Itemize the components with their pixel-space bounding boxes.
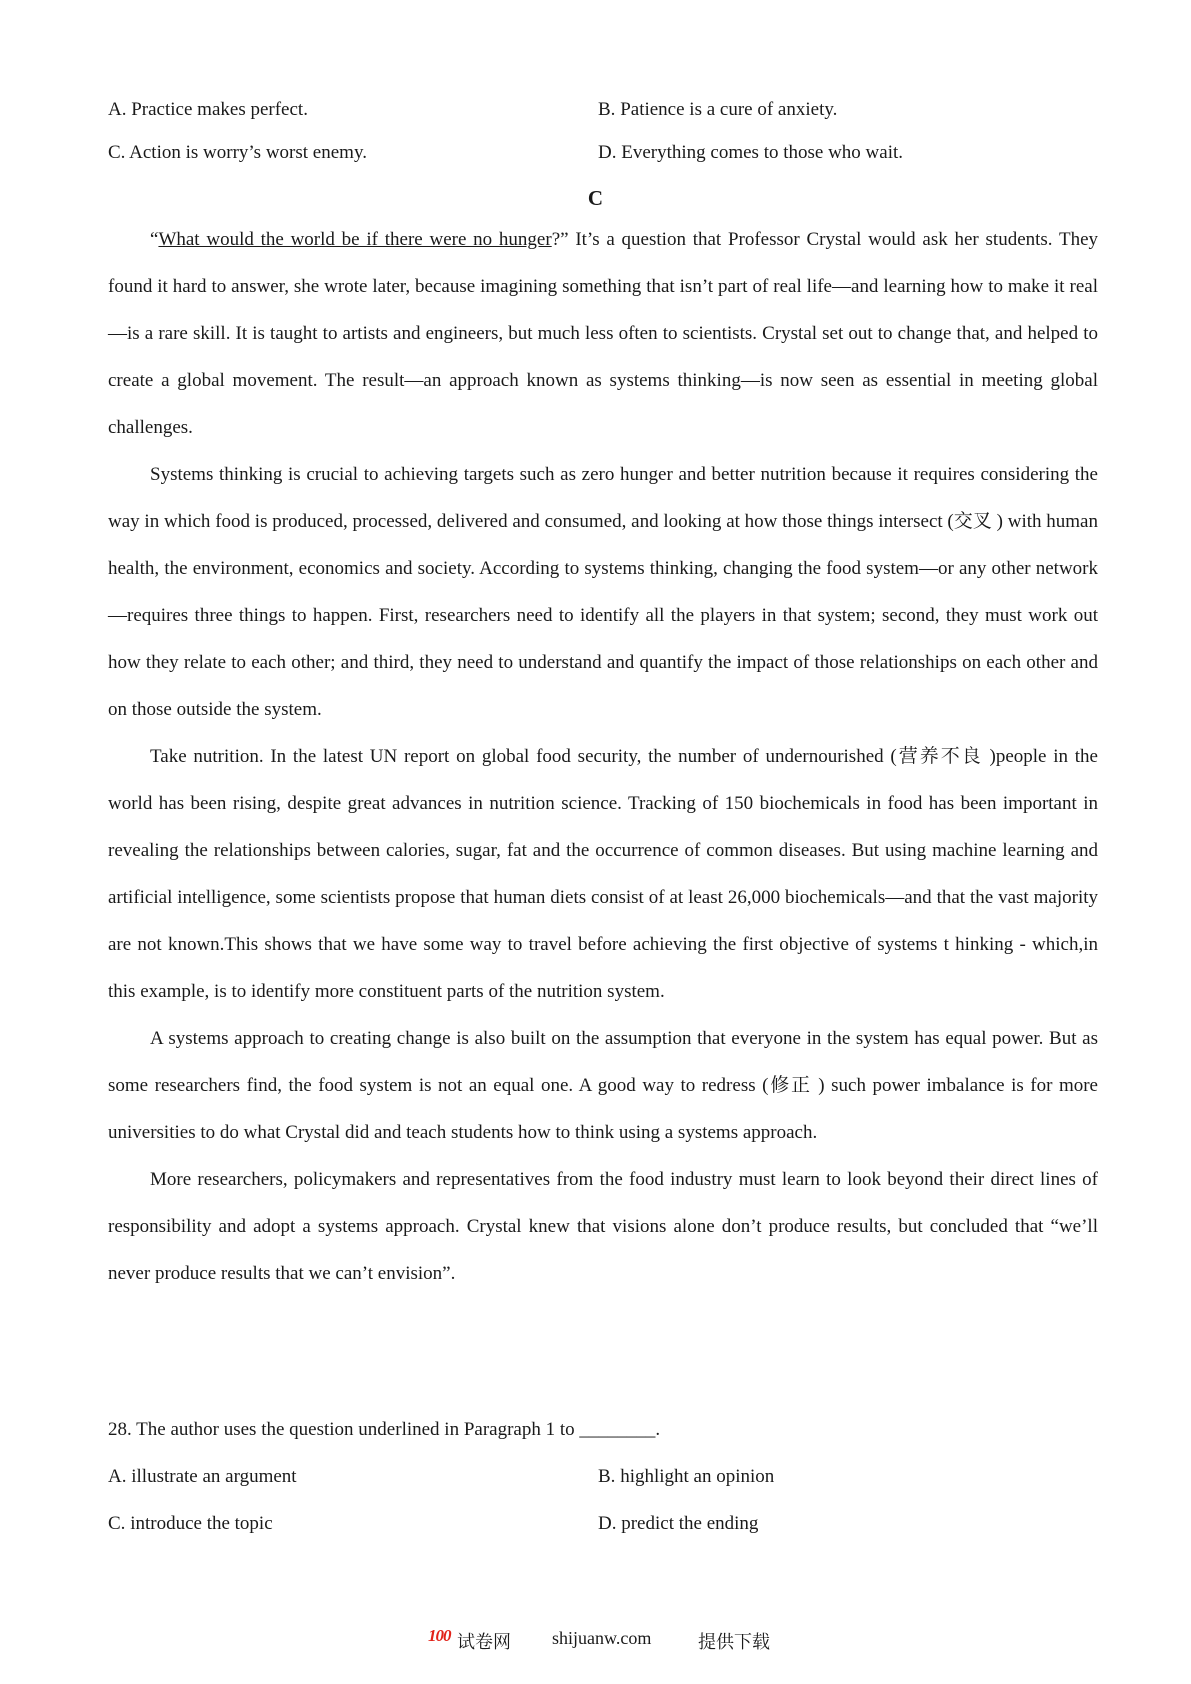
paragraph-2: Systems thinking is crucial to achieving targets such as zero hunger and better nutrition because it requires considering the way in which food is produced, processed, delivered and consumed, and looking at how those things intersect (交叉 ) with human health, the environment, economics and society. According to systems thinking, changing the food system—or any other network—requires three things to happen. First, researchers need to identify all the players in that system; second, they must work out how they relate to each other; and third, they need to understand and quantify the impact of those relationships on each other and on those outside the system. [108,464,1098,720]
site-url[interactable]: shijuanw.com [552,1628,652,1648]
underlined-question: What would the world be if there were no hunger [158,229,552,250]
paragraph-3: Take nutrition. In the latest UN report on global food security, the number of undernourished (营养不良 )people in the world has been rising, despite great advances in nutrition science. Tracking of 150 biochemicals in food has been important in revealing the relationships between calories, sugar, fat and the occurrence of common diseases. But using machine learning and artificial intelligence, some scientists propose that human diets consist of at least 26,000 biochemicals—and that the vast majority are not known.This shows that we have some way to travel before achieving the first objective of systems t hinking - which,in this example, is to identify more constituent parts of the nutrition system. [108,746,1098,1002]
site-logo: 100 [428,1626,451,1645]
paragraph-4: A systems approach to creating change is also built on the assumption that everyone in the system has equal power. But as some researchers find, the food system is not an equal one. A good way to redress (修正 ) such power imbalance is for more universities to do what Crystal did and teach students how to think using a systems approach. [108,1028,1098,1143]
paragraph-5: More researchers, policymakers and representatives from the food industry must learn to look beyond their direct lines of responsibility and adopt a systems approach. Crystal knew that visions alone don’t produce results, but concluded that “we’ll never produce results that we can’t envision”. [108,1169,1098,1284]
q28-option-d: D. predict the ending [598,1513,759,1534]
passage [108,216,1098,1297]
download-text: 提供下载 [698,1632,770,1652]
option-b: B. Patience is a cure of anxiety. [598,99,838,120]
option-a: A. Practice makes perfect. [108,99,308,120]
option-c: C. Action is worry’s worst enemy. [108,142,367,163]
section-title: C [587,186,604,210]
option-d: D. Everything comes to those who wait. [598,142,904,163]
site-name: 试卷网 [457,1632,511,1652]
page-footer [0,1626,1191,1652]
q28-option-b: B. highlight an opinion [598,1466,775,1487]
q28-option-c: C. introduce the topic [108,1513,273,1534]
q28-option-a: A. illustrate an argument [108,1466,297,1487]
question-28-stem: 28. The author uses the question underlined in Paragraph 1 to ________. [108,1419,661,1440]
paragraph-1: “What would the world be if there were no hunger?” It’s a question that Professor Crystal would ask her students. They found it hard to answer, she wrote later, because imagining something that isn’t part of real life—and learning how to make it real—is a rare skill. It is taught to artists and engineers, but much less often to scientists. Crystal set out to change that, and helped to create a global movement. The result—an approach known as systems thinking—is now seen as essential in meeting global challenges. [108,229,1099,438]
